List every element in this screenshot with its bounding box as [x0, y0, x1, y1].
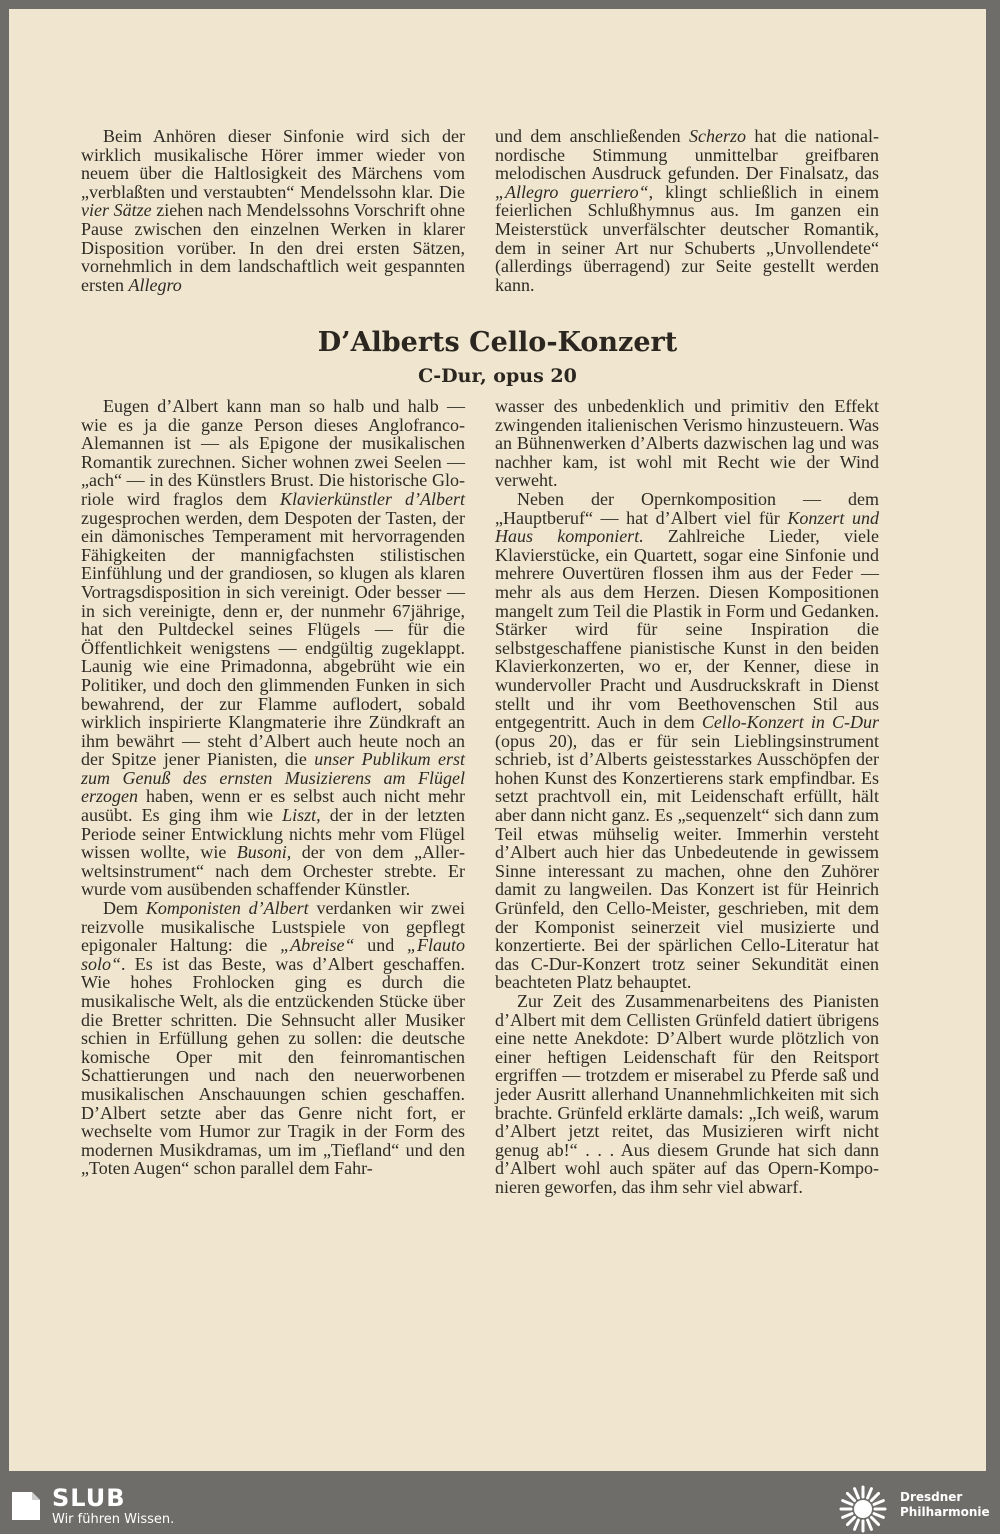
partner-name-line1: Dresdner [900, 1490, 963, 1504]
logo-ray [855, 1489, 859, 1498]
paragraph [81, 899, 465, 1178]
logo-ray [847, 1517, 854, 1524]
article-subtitle: C-Dur, opus 20 [418, 365, 577, 387]
text-run: und [354, 935, 407, 956]
logo-ray [843, 1514, 852, 1518]
text-run: (opus 20), das er für sein Lieblingsinstrument schrieb, ist d’Alberts geistesstarkes Ausschöpfen der hohen Kunst des Konzertierens stark empfindbar. Es setzt prachtvoll ein, mit Leidenschaft erfüllt, hält aber dann nicht ganz. Es „sequenzelt“ sich dann zum Teil etwas mühselig weiter. Immerhin versteht d’Albert auch hier das Unbedeutende in gewissem Sinne interessant zu machen, ohne den Zuhörer damit zu langweilen. Das Konzert ist für Heinrich Grünfeld, den Cello-Meister, geschrieben, mit dem der Komponist seinerzeit viel musizierte und konzertierte. Bei der spärlichen Cello-Literatur hat das C-Dur-Konzert trotz seiner Sekundität einen beachteten Platz behauptet. [495, 730, 879, 993]
text-run: Eugen d’Albert kann man so halb und halb — wie es ja die ganze Person dieses Anglofranco-Alemannen ist — als Epigone der musikalischen Romantik zurechnen. Sicher wohnen zwei Seelen — „ach“ — in des Künstlers Brust. Die historische Gloriole wird fraglos dem [81, 396, 465, 509]
paragraph [81, 397, 465, 899]
italic-run: Liszt, [282, 805, 321, 826]
text-run: zugesprochen werden, dem Despoten der Tasten, der ein dämonisches Temperament mit hervorragenden Fähigkeiten der mannigfachsten stilistischen Einfühlung und der grandiosen, so klugen als klaren Vortragsdisposition in sich vereinigt. Oder besser — in sich vereinigte, denn er, der nunmehr 67jährige, hat den Pultdeckel seines Flügels — für die Öffentlichkeit wenigstens — endgültig zugeklappt. Launig wie eine Primadonna, abgebrüht wie ein Politiker, und doch den glimmenden Funken in sich bewahrend, der zur Flamme auflodert, sobald wirklich inspirierte Klangmaterie ihre Zündkraft an ihm bewährt — steht d’Albert auch heute noch an der Spitze jener Pianisten, die [81, 507, 465, 770]
italic-run: vier Sätze [81, 200, 152, 221]
partner-name-line2: Philharmonie [900, 1505, 990, 1519]
text-run: . Es ist das Beste, was d’Albert geschaffen. Wie hohes Frohlocken ging es durch die musikalische Welt, als die entzückenden Stücke über die Bretter schritten. Die Sehnsucht aller Musiker schien in Erfüllung gehen zu sollen: die deutsche komische Oper mit den feinromantischen Schattierungen und nach den neuerworbenen musikalischen Anschauungen schien geschaffen. D’Albert setzte aber das Genre nicht fort, er wechselte vom Humor zur Tragik in der Form des modernen Musikdramas, um im „Tiefland“ und den „Toten Augen“ schon parallel dem Fahr- [81, 953, 465, 1179]
partner-name[interactable] [900, 1490, 990, 1520]
article-column-left [81, 397, 465, 1307]
italic-run: „Flauto solo“ [81, 935, 466, 974]
text-run: wasser des unbedenklich und primitiv den Effekt zwingenden italienischen Verismo hinzusteuern. Was an Bühnenwerken d’Alberts dazwischen lag und was nachher kam, ist wohl mit Recht wie der Wind verweht. [495, 396, 879, 491]
text-run: Neben der Opernkomposition — dem „Hauptberuf“ — hat d’Albert viel für [495, 488, 879, 528]
slub-tagline: Wir führen Wissen. [52, 1512, 175, 1527]
text-run: Zur Zeit des Zusammenarbeitens des Pianisten d’Albert mit dem Cellisten Grünfeld datiert übrigens eine nette Anekdote: D’Albert wurde plötzlich von einer heftigen Leidenschaft für den Reitsport ergriffen — trotzdem er miserabel zu Pferde saß und jeder Ausritt allerhand Unannehmlichkeiten mit sich brachte. Grünfeld erklärte damals: „Ich weiß, warum d’Albert jetzt reitet, das Musizieren wirft nicht genug ab!“ . . . Aus diesem Grunde hat sich dann d’Albert wohl auch später auf das Opern-Komponieren geworfen, das ihm sehr viel abwarf. [495, 991, 879, 1197]
logo-ray [847, 1493, 854, 1500]
philharmonie-logo-icon[interactable] [838, 1484, 888, 1534]
text-run: der in der letzten Periode seiner Entwicklung nichts mehr vom Flügel wissen wollte, wie [81, 805, 465, 863]
italic-run: Allegro [128, 274, 182, 295]
italic-run: „Abreise“ [280, 935, 355, 956]
slub-logo-icon[interactable] [8, 1488, 44, 1524]
italic-run: Komponisten d’Albert [145, 898, 309, 919]
paragraph [81, 127, 465, 294]
text-run: und dem anschließenden [495, 126, 689, 146]
article-column-right [495, 397, 879, 1307]
logo-ray [871, 1493, 878, 1500]
italic-run: Klavierkünstler d’Albert [280, 488, 465, 509]
logo-ray [874, 1501, 883, 1505]
text-run: verdanken wir zwei reizvolle musikalische Lustspiele von gepflegt epigonaler Haltung: die [81, 898, 465, 956]
paragraph [495, 397, 879, 490]
italic-run: Cello-Konzert in C-Dur [701, 712, 879, 733]
text-run: Dem [103, 898, 146, 919]
intro-column-right [495, 127, 879, 317]
intro-column-left [81, 127, 465, 317]
text-run: der von dem „Allerweltsinstrument“ nach dem Orchester strebte. Er wurde vom ausübenden schaffender Künstler. [81, 842, 466, 900]
italic-run: Scherzo [688, 126, 746, 146]
scanned-page [9, 9, 986, 1471]
logo-ray [871, 1517, 878, 1524]
text-run: Beim Anhören dieser Sinfonie wird sich der wirklich musikalische Hörer immer wieder von neuem über die Haltlosigkeit des Märchens vom „verblaßten und verstaubten“ Mendelssohn klar. Die [81, 126, 465, 202]
logo-ray [874, 1514, 883, 1518]
text-run: Zahlreiche Lieder, viele Klavierstücke, ein Quartett, sogar eine Sinfonie und mehrere Ouvertüren flossen ihm aus der Feder — mehr als aus dem Herzen. Diesen Kompositionen mangelt zum Teil die Plastik in Form und Gedanken. Stärker wird für seine Inspiration die selbstgeschaffene pianistische Kunst in den beiden Klavierkonzerten, wo er, der Kenner, diese in wundervoller Pracht und Ausdruckskraft in Dienst stellt und ihr vom Beethovenschen Stil aus entgegentritt. Auch in dem [495, 526, 879, 733]
text-run: ziehen nach Mendelssohns Vorschrift ohne Pause zwischen den einzelnen Werken in klarer Disposition vorüber. In den drei ersten Sätzen, vornehmlich in dem landschaftlich weit gespannten ersten [81, 200, 465, 295]
logo-ray [868, 1520, 872, 1529]
text-run: haben, wenn er es selbst auch nicht mehr ausübt. Es ging ihm wie [81, 786, 465, 826]
viewer-footer [0, 1480, 1000, 1532]
logo-ray [855, 1520, 859, 1529]
logo-ray [843, 1501, 852, 1505]
text-run: hat die national-nordische Stimmung unmittelbar greifbaren melodischen Ausdruck gefunden. Der Finalsatz, das [495, 126, 879, 184]
italic-run: Konzert und Haus komponiert. [495, 507, 879, 547]
paragraph [495, 490, 879, 992]
text-run: , klingt schließlich in einem feierlichen Schlußhymnus aus. Im ganzen ein Meisterstück unverfälschter deutscher Romantik, dem in seiner Art nur Schuberts „Unvollendete“ (allerdings überragend) zur Seite gestellt werden kann. [495, 181, 880, 295]
italic-run: „Allegro guerriero“ [495, 181, 649, 202]
paragraph [495, 992, 879, 1197]
italic-run: unser Publikum erst zum Genuß des ernsten Musizierens am Flügel erzogen [81, 749, 466, 807]
paragraph [495, 127, 879, 294]
italic-run: Busoni, [236, 842, 292, 863]
slub-name[interactable]: SLUB [52, 1484, 126, 1512]
logo-ray [868, 1489, 872, 1498]
article-title: D’Alberts Cello-Konzert [317, 327, 678, 358]
